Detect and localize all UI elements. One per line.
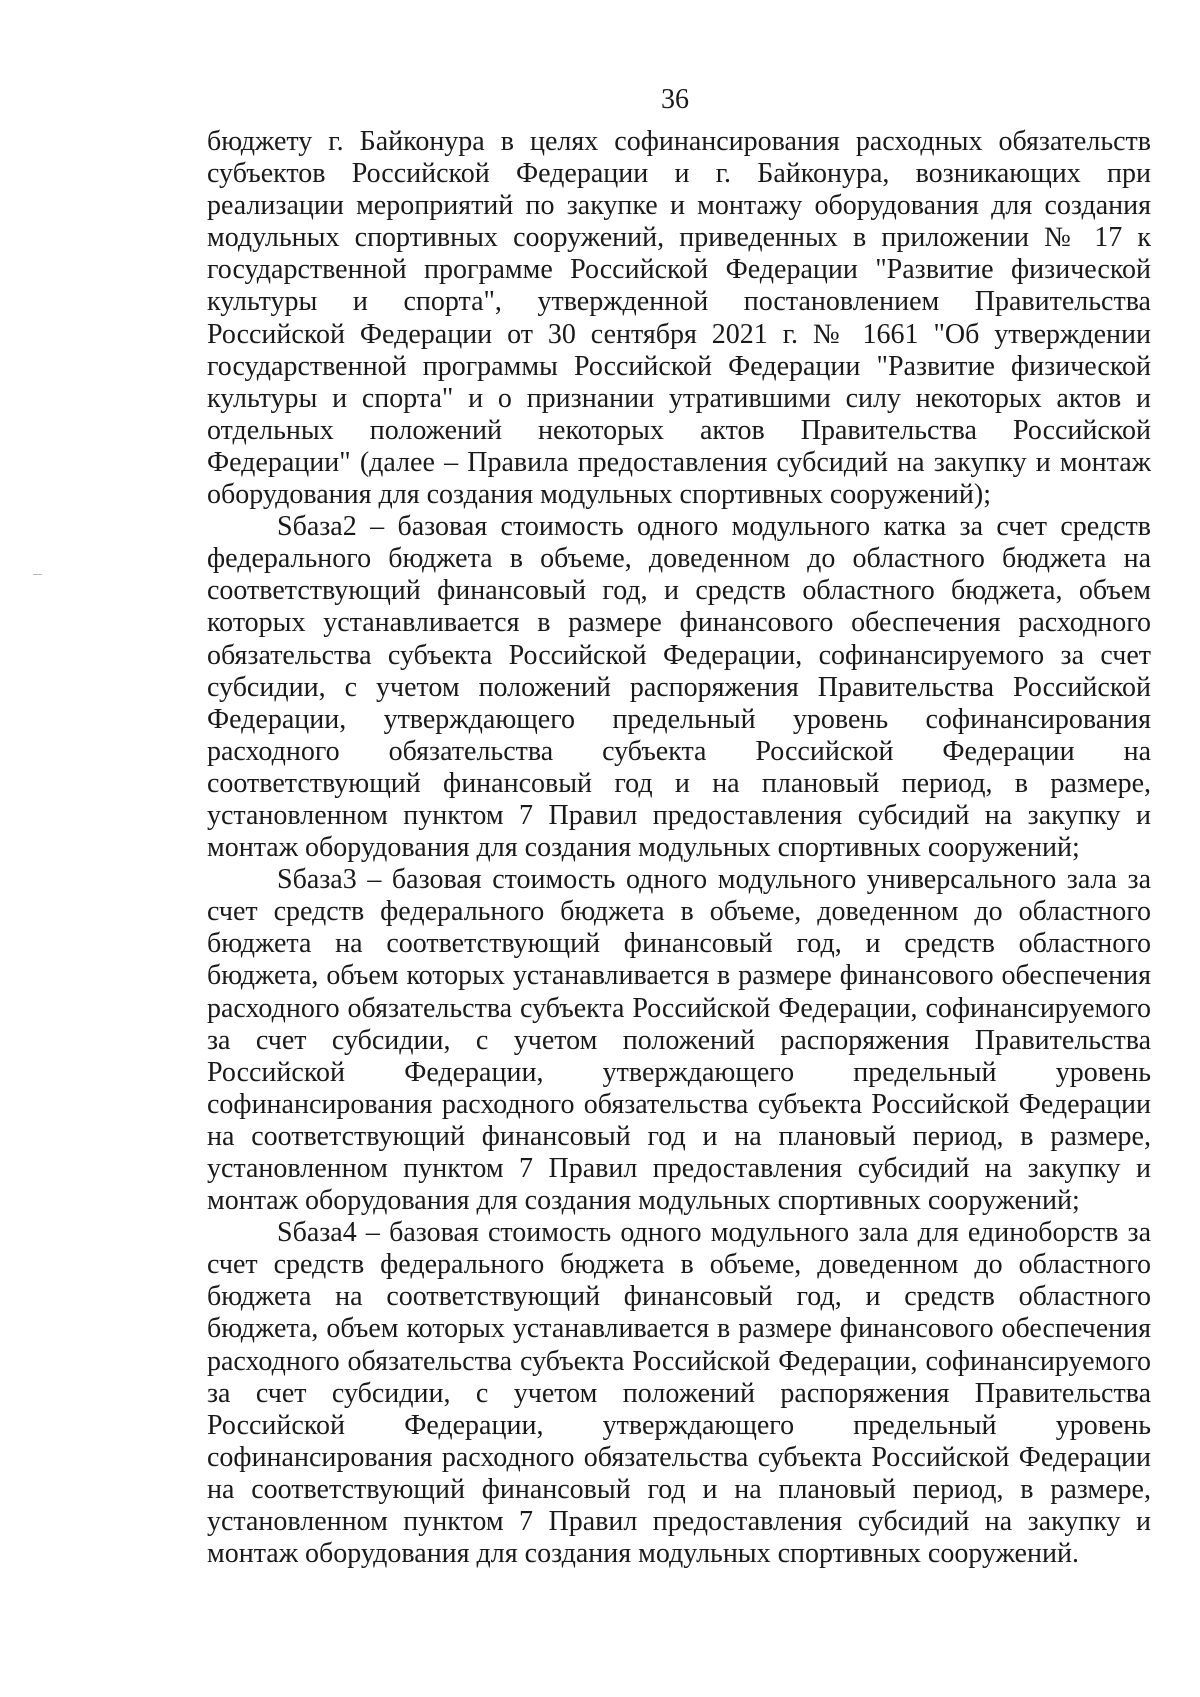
paragraph-sbaza3-definition: Sбаза3 – базовая стоимость одного модульного универсального зала за счет средств федерального бюджета в объеме, доведенном до областного бюджета на соответствующий финансовый год, и средств областного бюджета, объем которых устанавливается в размере финансового обеспечения расходного обязательства субъекта Российской Федерации, софинансируемого за счет субсидии, с учетом положений распоряжения Правительства Российской Федерации, утверждающего предельный уровень софинансирования расходного обязательства субъекта Российской Федерации на соответствующий финансовый год и на плановый период, в размере, установленном пунктом 7 Правил предоставления субсидий на закупку и монтаж оборудования для создания модульных спортивных сооружений; (207, 864, 1151, 1217)
document-body (207, 126, 1151, 1570)
paragraph-sbaza2-definition: Sбаза2 – базовая стоимость одного модульного катка за счет средств федерального бюджета в объеме, доведенном до областного бюджета на соответствующий финансовый год, и средств областного бюджета, объем которых устанавливается в размере финансового обеспечения расходного обязательства субъекта Российской Федерации, софинансируемого за счет субсидии, с учетом положений распоряжения Правительства Российской Федерации, утверждающего предельный уровень софинансирования расходного обязательства субъекта Российской Федерации на соответствующий финансовый год и на плановый период, в размере, установленном пунктом 7 Правил предоставления субсидий на закупку и монтаж оборудования для создания модульных спортивных сооружений; (207, 511, 1151, 864)
margin-scan-mark (33, 574, 42, 575)
paragraph-sbaza4-definition: Sбаза4 – базовая стоимость одного модульного зала для единоборств за счет средств федерального бюджета в объеме, доведенном до областного бюджета на соответствующий финансовый год, и средств областного бюджета, объем которых устанавливается в размере финансового обеспечения расходного обязательства субъекта Российской Федерации, софинансируемого за счет субсидии, с учетом положений распоряжения Правительства Российской Федерации, утверждающего предельный уровень софинансирования расходного обязательства субъекта Российской Федерации на соответствующий финансовый год и на плановый период, в размере, установленном пунктом 7 Правил предоставления субсидий на закупку и монтаж оборудования для создания модульных спортивных сооружений. (207, 1217, 1151, 1570)
page-number: 36 (661, 84, 689, 115)
paragraph-continuation: бюджету г. Байконура в целях софинансирования расходных обязательств субъектов Российской Федерации и г. Байконура, возникающих при реализации мероприятий по закупке и монтажу оборудования для создания модульных спортивных сооружений, приведенных в приложении № 17 к государственной программе Российской Федерации "Развитие физической культуры и спорта", утвержденной постановлением Правительства Российской Федерации от 30 сентября 2021 г. № 1661 "Об утверждении государственной программы Российской Федерации "Развитие физической культуры и спорта" и о признании утратившими силу некоторых актов и отдельных положений некоторых актов Правительства Российской Федерации" (далее – Правила предоставления субсидий на закупку и монтаж оборудования для создания модульных спортивных сооружений); (207, 126, 1151, 511)
